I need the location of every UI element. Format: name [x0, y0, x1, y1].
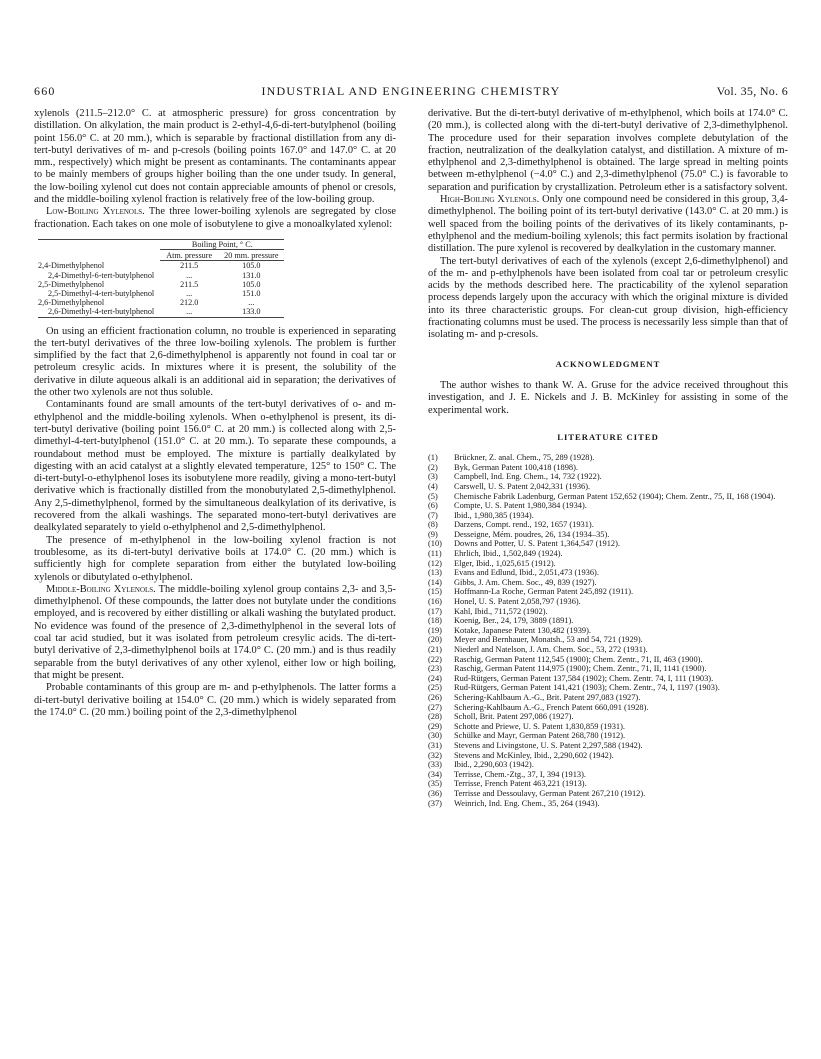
compound-name: 2,6-Dimethylphenol — [38, 298, 105, 308]
atm-value: 212.0 — [179, 298, 199, 308]
reference-text: Stevens and McKinley, Ibid., 2,290,602 (1942). — [454, 750, 614, 760]
reference-text: Koenig, Ber., 24, 179, 3889 (1891). — [454, 616, 574, 626]
reference-number: (21) — [428, 645, 442, 654]
reference-item — [428, 712, 788, 722]
compound-name: 2,4-Dimethylphenol — [38, 260, 105, 270]
reference-number: (35) — [428, 779, 442, 789]
table-group-header: Boiling Point, ° C. — [160, 239, 284, 249]
reference-item — [428, 520, 788, 530]
reference-text: Downs and Potter, U. S. Patent 1,364,547 (1912). — [454, 539, 620, 549]
atm-value: 211.5 — [180, 261, 199, 271]
reference-item — [428, 453, 788, 463]
reference-text: Terrisse, Chem.-Ztg., 37, I, 394 (1913). — [454, 769, 586, 779]
right-column — [428, 108, 788, 808]
reference-number: (11) — [428, 549, 442, 559]
reference-number: (6) — [428, 501, 438, 511]
compound-name: 2,5-Dimethylphenol — [38, 279, 105, 289]
reference-item — [428, 492, 788, 502]
reference-item — [428, 655, 788, 665]
reference-item — [428, 607, 788, 617]
reference-item — [428, 530, 788, 540]
reference-number: (2) — [428, 462, 438, 472]
atm-value: ... — [186, 288, 193, 298]
reference-number: (37) — [428, 798, 442, 808]
reference-number: (14) — [428, 577, 442, 587]
reference-item — [428, 674, 788, 684]
reference-item — [428, 472, 788, 482]
table-row — [38, 271, 284, 280]
reference-text: Raschig, German Patent 112,545 (1900); Chem. Zentr., 71, II, 463 (1900). — [454, 654, 703, 664]
compound-name: 2,6-Dimethyl-4-tert-butylphenol — [48, 307, 155, 317]
table-row — [38, 261, 284, 271]
acknowledgment-heading: ACKNOWLEDGMENT — [555, 358, 661, 369]
compound-name: 2,5-Dimethyl-4-tert-butylphenol — [48, 288, 155, 298]
reference-item — [428, 799, 788, 809]
reference-item — [428, 741, 788, 751]
paragraph-text: The middle-boiling xylenol group contains 2,3- and 3,5-dimethylphenol. Of these compounds, the latter does not butylate under the conditions employed, and is recovered by either distilling or alkali washing the butylated product. No evidence was found of the presence of 2,3-dimethylphenol in the several lots of coal tar acid studied, but it was isolated from petroleum cresylic acids. The di-tert-butyl derivative of 2,3-dimethylphenol boils at 174.0° C. (20 mm.) and is thus readily separable from the butyl derivatives of any other xylenol, either low or high boiling, that might be present. — [34, 583, 397, 681]
reference-text: Desseigne, Mém. poudres, 26, 134 (1934–35). — [454, 529, 610, 539]
reference-item — [428, 616, 788, 626]
reference-item — [428, 779, 788, 789]
table-col-header: Atm. pressure — [160, 250, 218, 261]
table-row — [38, 280, 284, 289]
reference-text: Scholl, Brit. Patent 297,086 (1927). — [454, 712, 574, 722]
paragraph: On using an efficient fractionation column, no trouble is experienced in separating the tert-butyl derivatives of the three low-boiling xylenols. The problem is further simplified by the fact that 2,6-dimethylphenol is apparently not found in coal tar or petroleum cresylic acids. In mixtures where it is present, the solubility of the derivative in dilute aqueous alkali is an additional aid in separation; the derivatives of the other two xylenols are not thus soluble. — [34, 325, 396, 399]
reference-text: Ehrlich, Ibid., 1,502,849 (1924). — [454, 549, 563, 559]
reference-number: (13) — [428, 568, 442, 578]
mm20-value: 105.0 — [242, 261, 261, 271]
reference-number: (22) — [428, 654, 442, 664]
reference-text: Schotte and Priewe, U. S. Patent 1,830,859 (1931). — [454, 721, 625, 731]
reference-item — [428, 664, 788, 674]
reference-item — [428, 482, 788, 492]
reference-item — [428, 703, 788, 713]
reference-number: (36) — [428, 788, 442, 798]
compound-name: 2,4-Dimethyl-6-tert-butylphenol — [48, 270, 155, 280]
table-col-header: 20 mm. pressure — [218, 250, 284, 261]
reference-item — [428, 683, 788, 693]
reference-item — [428, 511, 788, 521]
reference-text: Rud-Rütgers, German Patent 141,421 (1903); Chem. Zentr., 74, I, 1197 (1903). — [454, 683, 720, 693]
reference-item — [428, 722, 788, 732]
reference-text: Schülke and Mayr, German Patent 268,780 (1912). — [454, 731, 626, 741]
reference-item — [428, 539, 788, 549]
reference-number: (9) — [428, 529, 438, 539]
table-row — [38, 289, 284, 298]
section-heading: High-Boiling Xylenols. — [440, 194, 540, 206]
paragraph: The presence of m-ethylphenol in the low-boiling xylenol fraction is not troublesome, as its di-tert-butyl derivative boils at 174.0° C. (20 mm.) which is sufficiently high for complete separation from either the butylated low-boiling xylenols or dibutylated o-ethylphenol. — [34, 534, 396, 583]
paragraph-text: The three lower-boiling xylenols are segregated by close fractionation. Each takes on one mole of isobutylene to give a monoalkylated xylenol: — [34, 206, 396, 230]
reference-text: Carswell, U. S. Patent 2,042,331 (1936). — [454, 481, 591, 491]
reference-text: Meyer and Bernhauer, Monatsh., 53 and 54, 721 (1929). — [454, 635, 643, 645]
left-column — [34, 108, 396, 719]
table-row — [38, 307, 284, 317]
reference-number: (7) — [428, 510, 438, 520]
paragraph: Contaminants found are small amounts of the tert-butyl derivatives of o- and m-ethylphenol and the middle-boiling xylenols. When o-ethylphenol is present, its di-tert-butyl derivative (boiling point 156.0° C. at 20 mm.) is collected along with 2,5-dimethyl-4-tert-butylphenol (151.0° C. at 20 mm.). To separate these compounds, a roundabout method must be employed. The mixture is partially dealkylated by digesting with an acid catalyst at a slightly elevated temperature, 125° to 150° C. The di-tert-butyl-o-ethylphenol loses its isobutylene more readily, giving a mono-tert-butyl derivative which is fractionally distilled from the monobutylated 2,5-dimethylphenol. Any 2,5-dimethylphenol, formed by the simultaneous dealkylation of its derivative, is recovered from the alkali washings. The separated mono-tert-butyl derivatives are dealkylated separately to yield o-ethylphenol and 2,5-dimethylphenol. — [34, 399, 396, 534]
reference-number: (10) — [428, 539, 442, 549]
table-corner — [38, 239, 160, 249]
section-heading: Low-Boiling Xylenols. — [46, 206, 145, 218]
reference-number: (33) — [428, 760, 442, 770]
reference-text: Compte, U. S. Patent 1,980,384 (1934). — [454, 501, 587, 511]
reference-text: Honel, U. S. Patent 2,058,797 (1936). — [454, 597, 581, 607]
reference-number: (24) — [428, 673, 442, 683]
reference-number: (12) — [428, 558, 442, 568]
reference-number: (5) — [428, 491, 438, 501]
reference-item — [428, 559, 788, 569]
reference-item — [428, 626, 788, 636]
reference-text: Weinrich, Ind. Eng. Chem., 35, 264 (1943). — [454, 798, 600, 808]
reference-text: Kotake, Japanese Patent 130,482 (1939). — [454, 625, 591, 635]
atm-value: ... — [186, 270, 193, 280]
reference-number: (1) — [428, 453, 438, 463]
paragraph — [34, 584, 396, 682]
volume-issue: Vol. 35, No. 6 — [716, 84, 788, 98]
reference-text: Byk, German Patent 100,418 (1898). — [454, 462, 578, 472]
reference-number: (29) — [428, 721, 442, 731]
reference-text: Terrisse and Dessoulavy, German Patent 267,210 (1912). — [454, 788, 646, 798]
reference-text: Brückner, Z. anal. Chem., 75, 289 (1928). — [454, 453, 595, 463]
journal-title: INDUSTRIAL AND ENGINEERING CHEMISTRY — [261, 84, 561, 98]
reference-item — [428, 693, 788, 703]
literature-heading: LITERATURE CITED — [557, 431, 659, 442]
reference-text: Hoffmann-La Roche, German Patent 245,892 (1911). — [454, 587, 634, 597]
mm20-value: ... — [248, 298, 255, 308]
reference-text: Evans and Edlund, Ibid., 2,051,473 (1936). — [454, 568, 599, 578]
reference-number: (3) — [428, 472, 438, 482]
reference-number: (4) — [428, 481, 438, 491]
reference-item — [428, 463, 788, 473]
table-blank — [38, 250, 160, 261]
reference-text: Chemische Fabrik Ladenburg, German Patent 152,652 (1904); Chem. Zentr., 75, II, 168 (1904). — [454, 491, 776, 501]
reference-item — [428, 760, 788, 770]
boiling-point-table — [38, 239, 284, 318]
reference-number: (18) — [428, 616, 442, 626]
mm20-value: 133.0 — [242, 307, 261, 317]
reference-number: (17) — [428, 606, 442, 616]
reference-number: (8) — [428, 520, 438, 530]
reference-list — [428, 453, 788, 808]
reference-item — [428, 645, 788, 655]
reference-number: (16) — [428, 597, 442, 607]
paragraph: derivative. But the di-tert-butyl derivative of m-ethylphenol, which boils at 174.0° C. (20 mm.), is collected along with the di-tert-butyl derivative of 2,3-dimethylphenol. The procedure used for their separation involves complete debutylation of the fraction, neutralization of the dealkylation catalyst, and distillation. A mixture of m-ethylphenol and 2,3-dimethylphenol is obtained. The large spread in melting points between m-ethylphenol (−4.0° C.) and 2,3-dimethylphenol (75.0° C.) is favorable to separation and purification by crystallization. Petroleum ether is a satisfactory solvent. — [428, 108, 788, 193]
reference-item — [428, 731, 788, 741]
table-row — [38, 298, 284, 307]
reference-number: (26) — [428, 692, 442, 702]
reference-number: (25) — [428, 683, 442, 693]
reference-text: Schering-Kahlbaum A.-G., Brit. Patent 297,083 (1927). — [454, 692, 641, 702]
reference-item — [428, 587, 788, 597]
reference-item — [428, 789, 788, 799]
reference-text: Elger, Ibid., 1,025,615 (1912). — [454, 558, 556, 568]
mm20-value: 105.0 — [242, 279, 261, 289]
reference-text: Rud-Rütgers, German Patent 137,584 (1902); Chem. Zentr. 74, I, 111 (1903). — [454, 673, 714, 683]
reference-text: Terrisse, French Patent 463,221 (1913). — [454, 779, 587, 789]
reference-item — [428, 549, 788, 559]
reference-number: (34) — [428, 769, 442, 779]
reference-text: Niederl and Natelson, J. Am. Chem. Soc., 53, 272 (1931). — [454, 645, 648, 654]
paragraph: Probable contaminants of this group are m- and p-ethylphenols. The latter forms a di-tert-butyl derivative boiling at 154.0° C. (20 mm.) which is widely separated from the 174.0° C. (20 mm.) boiling point of the 2,3-dimethylphenol — [34, 682, 396, 718]
section-heading: Middle-Boiling Xylenols. — [46, 583, 156, 595]
reference-item — [428, 568, 788, 578]
reference-text: Schering-Kahlbaum A.-G., French Patent 660,091 (1928). — [454, 702, 649, 712]
mm20-value: 131.0 — [242, 270, 261, 280]
reference-number: (32) — [428, 750, 442, 760]
reference-item — [428, 597, 788, 607]
reference-number: (30) — [428, 731, 442, 741]
reference-text: Ibid., 1,980,385 (1934). — [454, 510, 534, 520]
paragraph — [428, 194, 788, 255]
reference-number: (19) — [428, 625, 442, 635]
paragraph — [34, 206, 396, 231]
reference-number: (28) — [428, 712, 442, 722]
reference-number: (31) — [428, 740, 442, 750]
reference-text: Stevens and Livingstone, U. S. Patent 2,297,588 (1942). — [454, 740, 643, 750]
reference-text: Campbell, Ind. Eng. Chem., 14, 732 (1922). — [454, 472, 602, 482]
reference-item — [428, 770, 788, 780]
reference-text: Kahl, Ibid., 711,572 (1902). — [454, 606, 548, 616]
paragraph-text: Only one compound need be considered in this group, 3,4-dimethylphenol. The boiling point of its tert-butyl derivative (143.0° C. at 20 mm.) is well spaced from the boiling points of the derivatives of its likely contaminants, p-ethylphenol and the medium-boiling xylenols; this fact permits isolation by fractional distillation. The pure xylenol is recovered by dealkylation in the customary manner. — [428, 194, 788, 255]
atm-value: 211.5 — [180, 279, 199, 289]
reference-item — [428, 635, 788, 645]
paragraph: xylenols (211.5–212.0° C. at atmospheric pressure) for gross concentration by distillation. On alkylation, the main product is 2-ethyl-4,6-di-tert-butylphenol (boiling point 156.0° C. at 20 mm.), which is separable by fractional distillation from any di-tert-butyl derivatives of m- and p-cresols (boiling points 167.0° and 147.0° C. at 20 mm., respectively) which might be present as contaminants. The contaminants appear to be mainly members of groups higher boiling than the one under tsudy. In general, the low-boiling xylenol cut does not contain appreciable amounts of phenol or cresols, and the middle-boiling xylenol fraction is relatively free of the low-boiling group. — [34, 108, 396, 206]
reference-text: Ibid., 2,290,603 (1942). — [454, 760, 534, 770]
acknowledgment-text: The author wishes to thank W. A. Gruse for the advice received throughout this investigation, and J. E. Nickels and J. B. McKinley for assisting in some of the experimental work. — [428, 379, 788, 416]
running-header — [34, 84, 788, 100]
atm-value: ... — [186, 307, 193, 317]
reference-text: Gibbs, J. Am. Chem. Soc., 49, 839 (1927). — [454, 577, 597, 587]
reference-number: (15) — [428, 587, 442, 597]
mm20-value: 151.0 — [242, 288, 261, 298]
paragraph: The tert-butyl derivatives of each of the xylenols (except 2,6-dimethylphenol) and of the m- and p-ethylphenols have been isolated from coal tar or petroleum cresylic acids by the methods described here. The practicability of the xylenol separation process depends largely upon the accuracy with which the original mixture is divided into its three characteristic groups. For clean-cut group division, high-efficiency fractionating columns must be used. The process is necessarily less simple than that of isolating m- and p-cresols. — [428, 255, 788, 341]
reference-item — [428, 751, 788, 761]
reference-number: (20) — [428, 635, 442, 645]
page-number: 660 — [34, 84, 56, 98]
reference-item — [428, 578, 788, 588]
reference-item — [428, 501, 788, 511]
reference-number: (27) — [428, 702, 442, 712]
reference-text: Raschig, German Patent 114,975 (1900); Chem. Zentr., 71, II, 1141 (1900). — [454, 664, 707, 674]
reference-text: Darzens, Compt. rend., 192, 1657 (1931). — [454, 520, 594, 530]
reference-number: (23) — [428, 664, 442, 674]
